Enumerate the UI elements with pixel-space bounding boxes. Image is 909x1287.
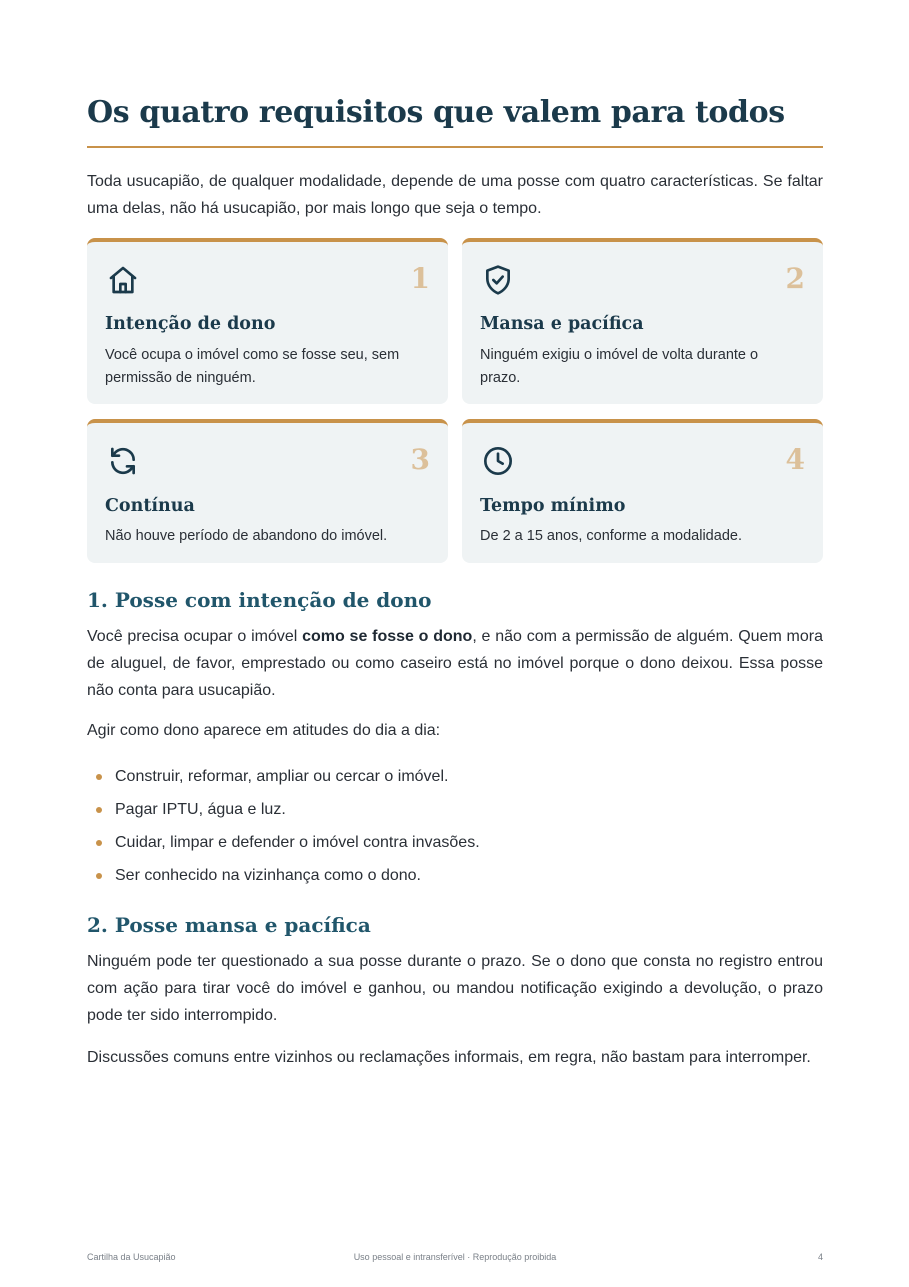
requirement-card-2 [462, 238, 823, 404]
footer-title: Cartilha da Usucapião [87, 1252, 176, 1262]
section1-paragraph-2: Agir como dono aparece em atitudes do dia a dia: [87, 722, 441, 739]
list-item-text: Construir, reformar, ampliar ou cercar o imóvel. [115, 768, 449, 785]
title-divider [87, 146, 823, 148]
card-description: De 2 a 15 anos, conforme a modalidade. [480, 528, 742, 544]
card-number: 1 [410, 262, 430, 295]
card-number: 3 [410, 443, 430, 476]
bullet-icon [96, 873, 102, 879]
list-item [87, 826, 823, 859]
bullet-icon [96, 807, 102, 813]
emphasis-text: como se fosse o dono [302, 628, 473, 645]
list-item-text: Cuidar, limpar e defender o imóvel contra invasões. [115, 834, 480, 851]
card-title: Mansa e pacífica [480, 314, 644, 334]
list-item [87, 859, 823, 892]
page-number: 4 [817, 1252, 823, 1262]
intro-paragraph: Toda usucapião, de qualquer modalidade, depende de uma posse com quatro características. Se faltar uma delas, não há usucapião, por mais longo que seja o tempo. [87, 173, 823, 217]
shield-check-icon [482, 264, 514, 296]
section-heading-2: 2. Posse mansa e pacífica [87, 913, 371, 937]
card-description: Ninguém exigiu o imóvel de volta durante o prazo. [480, 347, 759, 386]
section1-paragraph-1 [87, 623, 823, 704]
page-title: Os quatro requisitos que valem para todos [87, 95, 785, 130]
clock-icon [482, 445, 514, 477]
card-number: 2 [785, 262, 805, 295]
card-description: Não houve período de abandono do imóvel. [105, 528, 388, 544]
requirement-card-3 [87, 419, 448, 563]
card-description: Você ocupa o imóvel como se fosse seu, sem permissão de ninguém. [105, 347, 400, 386]
bullet-icon [96, 840, 102, 846]
card-number: 4 [785, 443, 805, 476]
bullet-icon [96, 774, 102, 780]
section2-paragraph-1: Ninguém pode ter questionado a sua posse durante o prazo. Se o dono que consta no registro entrou com ação para tirar você do imóvel e ganhou, ou mandou notificação exigindo a devolução, o prazo pode ter sido interrompido. [87, 953, 823, 1024]
house-icon [107, 264, 139, 296]
card-title: Contínua [105, 496, 195, 516]
footer-notice: Uso pessoal e intransferível · Reprodução proibida [353, 1252, 557, 1262]
text-run: Você precisa ocupar o imóvel [87, 628, 303, 645]
ownership-actions-list [87, 760, 823, 892]
list-item [87, 760, 823, 793]
section2-paragraph-2: Discussões comuns entre vizinhos ou reclamações informais, em regra, não bastam para interromper. [87, 1049, 811, 1066]
requirement-card-1 [87, 238, 448, 404]
card-title: Tempo mínimo [480, 496, 626, 516]
text-run: , e não com a permissão de alguém. Quem mora de aluguel, de favor, emprestado ou como caseiro está no imóvel porque o dono deixou. Essa posse não conta para usucapião. [87, 628, 823, 699]
list-item [87, 793, 823, 826]
list-item-text: Ser conhecido na vizinhança como o dono. [115, 867, 421, 884]
section-heading-1: 1. Posse com intenção de dono [87, 588, 432, 612]
card-title: Intenção de dono [105, 314, 276, 334]
list-item-text: Pagar IPTU, água e luz. [115, 801, 286, 818]
requirement-card-4 [462, 419, 823, 563]
refresh-icon [107, 445, 139, 477]
